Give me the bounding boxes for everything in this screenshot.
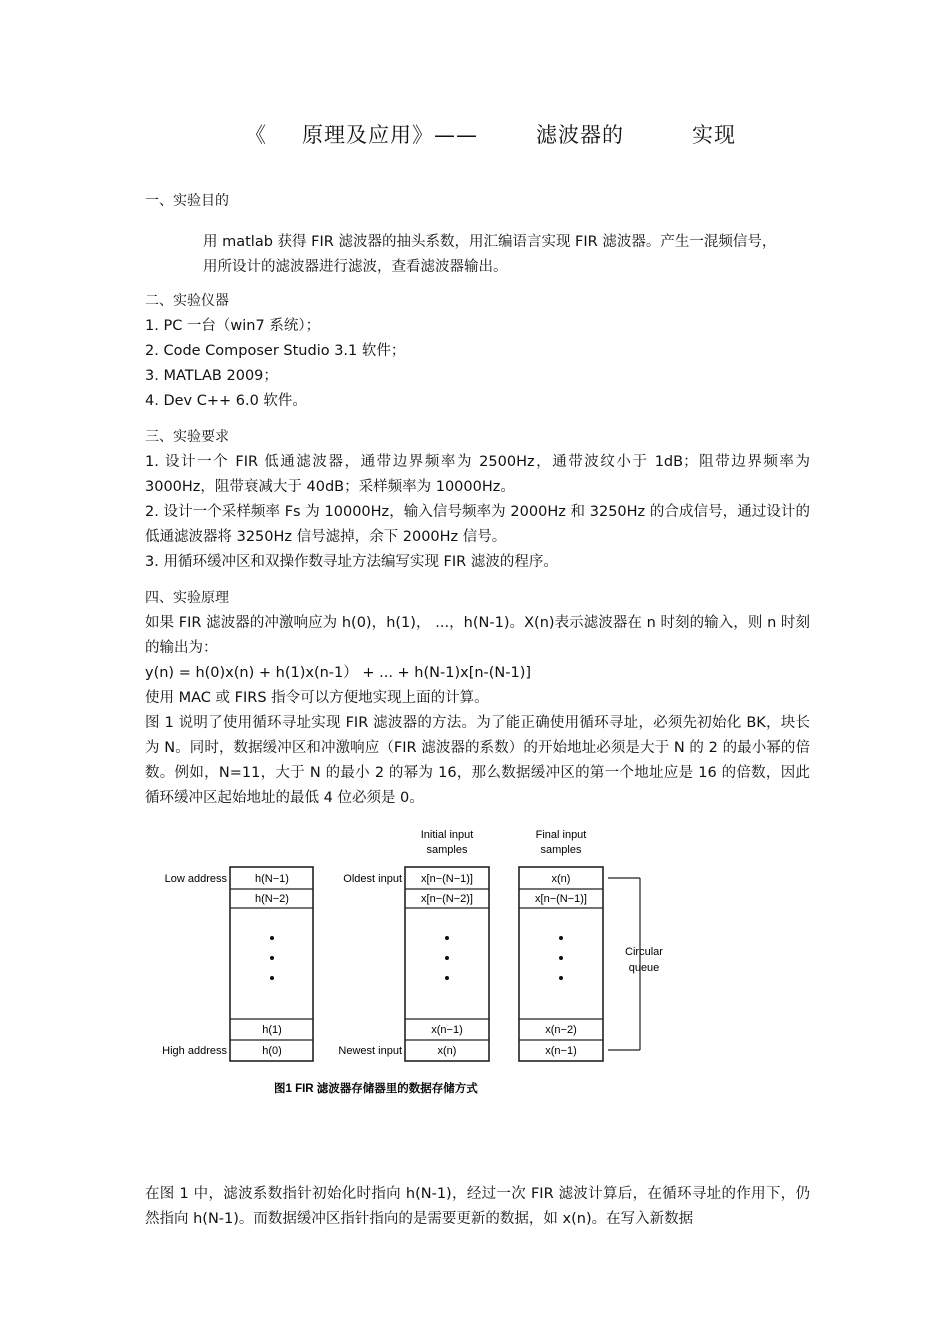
- newest-input-label: Newest input: [338, 1045, 402, 1057]
- cell: x[n−(N−2)]: [421, 893, 473, 905]
- section-heading: 三、实验要求: [145, 429, 229, 445]
- cell: x(n−1): [545, 1045, 577, 1057]
- ellipsis-dot: [559, 936, 563, 940]
- figure-diagram: [150, 822, 670, 1102]
- ellipsis-dot: [559, 976, 563, 980]
- oldest-input-label: Oldest input: [343, 873, 402, 885]
- formula: y(n) = h(0)x(n) + h(1)x(n-1） + ... + h(N-1)x[n-(N-1)]: [145, 665, 532, 681]
- col2-header-line1: Initial input: [420, 829, 474, 841]
- cell: x[n−(N−1)]: [421, 873, 473, 885]
- figure-caption: 图1 FIR 滤波器存储器里的数据存储方式: [274, 1083, 478, 1095]
- section-instruments: [145, 289, 810, 414]
- cell: h(0): [262, 1045, 282, 1057]
- cell: x(n): [551, 873, 571, 885]
- initial-samples-column: [405, 867, 489, 1061]
- col3-header-line2: samples: [540, 844, 582, 856]
- coefficient-column: [230, 867, 313, 1061]
- paragraph: 用 matlab 获得 FIR 滤波器的抽头系数，用汇编语言实现 FIR 滤波器。产生一混频信号，: [203, 234, 777, 250]
- list-item: 2. 设计一个采样频率 Fs 为 10000Hz，输入信号频率为 2000Hz 和 3250Hz 的合成信号，通过设计的低通滤波器将 3250Hz 信号滤掉，余下 2000Hz 信号。: [145, 504, 810, 545]
- cell: x[n−(N−1)]: [535, 893, 587, 905]
- ellipsis-dot: [270, 976, 274, 980]
- paragraph: 如果 FIR 滤波器的冲激响应为 h(0)，h(1)， ...，h(N-1)。X(n)表示滤波器在 n 时刻的输入，则 n 时刻的输出为：: [145, 615, 810, 656]
- cell: x(n−1): [431, 1024, 463, 1036]
- ellipsis-dot: [270, 936, 274, 940]
- list-item: 1. PC 一台（win7 系统）；: [145, 318, 321, 334]
- paragraph: 使用 MAC 或 FIRS 指令可以方便地实现上面的计算。: [145, 690, 489, 706]
- paragraph: 用所设计的滤波器进行滤波，查看滤波器输出。: [203, 259, 508, 275]
- section-principle: [145, 586, 810, 811]
- ellipsis-dot: [445, 956, 449, 960]
- section-continued: [145, 1182, 810, 1232]
- cell: x(n): [437, 1045, 457, 1057]
- title-part-3: 滤波器的: [536, 123, 624, 147]
- ellipsis-dot: [445, 936, 449, 940]
- figure-memory-layout: [150, 822, 670, 1102]
- cell: h(N−1): [255, 873, 289, 885]
- title-part-1: 《: [245, 123, 267, 147]
- list-item: 3. 用循环缓冲区和双操作数寻址方法编写实现 FIR 滤波的程序。: [145, 554, 558, 570]
- col2-header-line2: samples: [426, 844, 468, 856]
- circular-label-line1: Circular: [625, 946, 663, 958]
- section-heading: 四、实验原理: [145, 590, 229, 606]
- section-heading: 二、实验仪器: [145, 293, 229, 309]
- document-title: [0, 118, 950, 152]
- list-item: 2. Code Composer Studio 3.1 软件；: [145, 343, 406, 359]
- cell: x(n−2): [545, 1024, 577, 1036]
- col3-header-line1: Final input: [535, 829, 587, 841]
- paragraph: 在图 1 中，滤波系数指针初始化时指向 h(N-1)，经过一次 FIR 滤波计算后，在循环寻址的作用下，仍然指向 h(N-1)。而数据缓冲区指针指向的是需要更新的数据，如 x(n)。在写入新数据: [145, 1186, 810, 1227]
- low-address-label: Low address: [164, 873, 227, 885]
- cell: h(1): [262, 1024, 282, 1036]
- title-part-4: 实现: [692, 123, 736, 147]
- ellipsis-dot: [445, 976, 449, 980]
- ellipsis-dot: [559, 956, 563, 960]
- section-requirements: [145, 425, 810, 575]
- high-address-label: High address: [162, 1045, 227, 1057]
- circular-label-line2: queue: [628, 962, 660, 974]
- section-objective: [145, 189, 810, 280]
- section-heading: 一、实验目的: [145, 193, 229, 209]
- final-samples-column: [519, 867, 603, 1061]
- list-item: 3. MATLAB 2009；: [145, 368, 278, 384]
- circular-queue-bracket: [608, 878, 663, 1050]
- paragraph: 图 1 说明了使用循环寻址实现 FIR 滤波器的方法。为了能正确使用循环寻址，必须先初始化 BK，块长为 N。同时，数据缓冲区和冲激响应（FIR 滤波器的系数）的开始地址必须是大于 N 的 2 的最小幂的倍数。例如，N=11，大于 N 的最小 2 的幂为 16，那么数据缓冲区的第一个地址应是 16 的倍数，因此循环缓冲区起始地址的最低 4 位必须是 0。: [145, 715, 810, 806]
- cell: h(N−2): [255, 893, 289, 905]
- title-part-2: 原理及应用》——: [302, 123, 478, 147]
- list-item: 1. 设计一个 FIR 低通滤波器，通带边界频率为 2500Hz，通带波纹小于 1dB；阻带边界频率为 3000Hz，阻带衰减大于 40dB；采样频率为 10000Hz。: [145, 454, 810, 495]
- ellipsis-dot: [270, 956, 274, 960]
- list-item: 4. Dev C++ 6.0 软件。: [145, 393, 307, 409]
